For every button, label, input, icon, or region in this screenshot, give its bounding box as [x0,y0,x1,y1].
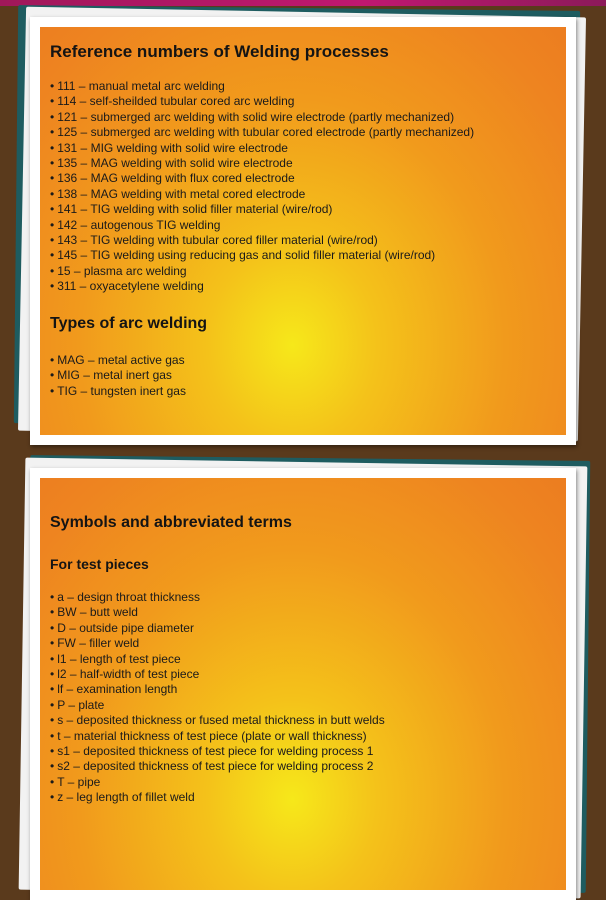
slide-title: Reference numbers of Welding processes [50,42,389,61]
list-item: • t – material thickness of test piece (plate or wall thickness) [50,729,385,744]
list-item: • 136 – MAG welding with flux cored electrode [50,171,474,186]
slide-frame [30,17,576,445]
list-item: • l2 – half-width of test piece [50,667,385,682]
list-item: • 311 – oxyacetylene welding [50,279,474,294]
list-item: • s2 – deposited thickness of test piece for welding process 2 [50,759,385,774]
arc-types-list [50,353,186,399]
list-item: • 141 – TIG welding with solid filler material (wire/rod) [50,202,474,217]
list-item: • s – deposited thickness or fused metal thickness in butt welds [50,713,385,728]
list-item: • l1 – length of test piece [50,652,385,667]
slide-content [40,27,566,435]
list-item: • 138 – MAG welding with metal cored electrode [50,187,474,202]
slide-frame [30,468,576,900]
list-item: • 114 – self-sheilded tubular cored arc welding [50,94,474,109]
list-item: • 15 – plasma arc welding [50,264,474,279]
section-heading: For test pieces [50,556,149,572]
list-item: • a – design throat thickness [50,590,385,605]
process-list [50,79,474,295]
slide-title: Symbols and abbreviated terms [50,514,292,531]
list-item: • TIG – tungsten inert gas [50,384,186,399]
list-item: • MAG – metal active gas [50,353,186,368]
list-item: • P – plate [50,698,385,713]
list-item: • lf – examination length [50,682,385,697]
list-item: • T – pipe [50,775,385,790]
list-item: • 125 – submerged arc welding with tubular cored electrode (partly mechanized) [50,125,474,140]
list-item: • z – leg length of fillet weld [50,790,385,805]
list-item: • 143 – TIG welding with tubular cored filler material (wire/rod) [50,233,474,248]
list-item: • 135 – MAG welding with solid wire electrode [50,156,474,171]
list-item: • 111 – manual metal arc welding [50,79,474,94]
terms-list [50,590,385,806]
slide-content [40,478,566,890]
section-heading: Types of arc welding [50,315,208,332]
list-item: • 121 – submerged arc welding with solid wire electrode (partly mechanized) [50,110,474,125]
list-item: • FW – filler weld [50,636,385,651]
list-item: • MIG – metal inert gas [50,368,186,383]
list-item: • s1 – deposited thickness of test piece for welding process 1 [50,744,385,759]
list-item: • 145 – TIG welding using reducing gas and solid filler material (wire/rod) [50,248,474,263]
list-item: • 142 – autogenous TIG welding [50,218,474,233]
list-item: • BW – butt weld [50,605,385,620]
list-item: • 131 – MIG welding with solid wire electrode [50,141,474,156]
list-item: • D – outside pipe diameter [50,621,385,636]
